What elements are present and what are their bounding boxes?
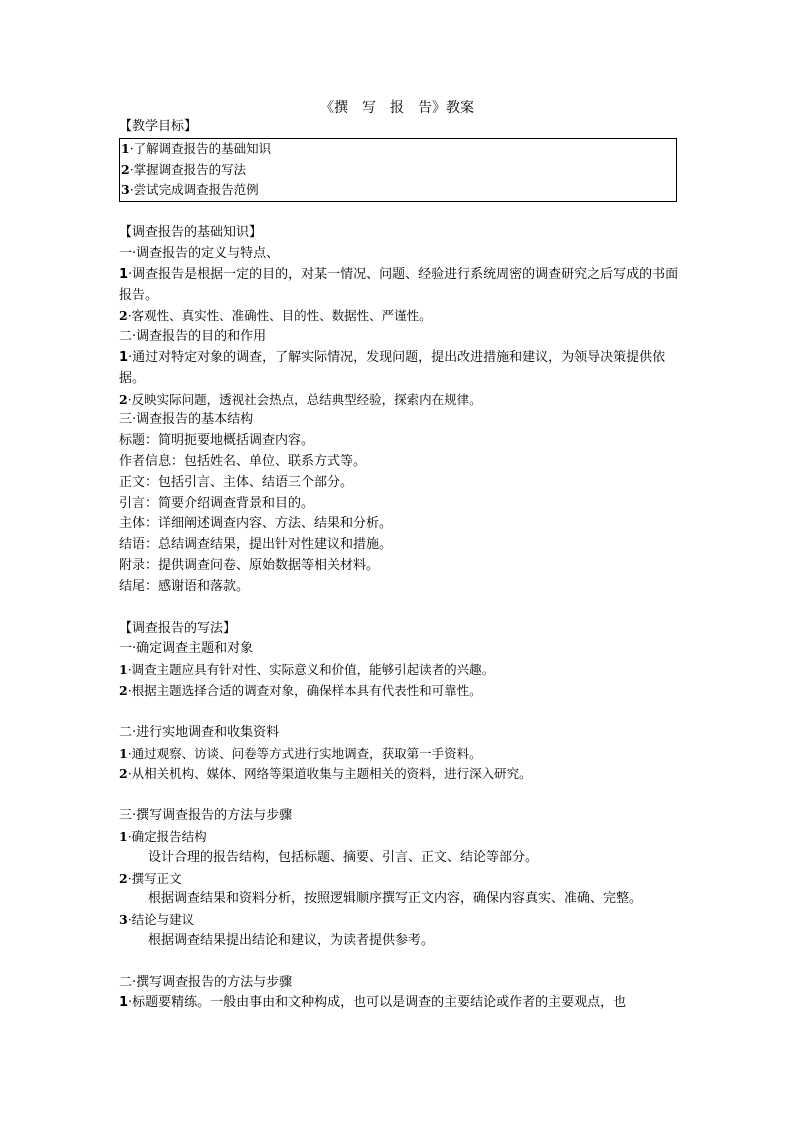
paragraph: 1·通过对特定对象的调查，了解实际情况，发现问题，提出改进措施和建议，为领导决策提供依据。: [119, 349, 666, 386]
teaching-goals-heading: 【教学目标】: [119, 119, 198, 134]
spacer: [119, 598, 679, 619]
structure-item: 结尾：感谢语和落款。: [119, 578, 250, 594]
section-title: 一·确定调查主题和对象: [119, 641, 254, 657]
spacer: [119, 202, 679, 223]
paragraph: 2·根据主题选择合适的调查对象，确保样本具有代表性和可靠性。: [119, 682, 482, 698]
structure-item: 附录：提供调查问卷、原始数据等相关材料。: [119, 557, 380, 573]
paragraph: 1·调查主题应具有针对性、实际意义和价值，能够引起读者的兴趣。: [119, 662, 495, 678]
structure-item: 正文：包括引言、主体、结语三个部分。: [119, 474, 354, 490]
basics-heading: 【调查报告的基础知识】: [119, 225, 263, 241]
goal-item: 1·了解调查报告的基础知识: [121, 140, 272, 156]
step-title: 3·结论与建议: [119, 912, 195, 928]
structure-item: 主体：详细阐述调查内容、方法、结果和分析。: [119, 516, 393, 532]
paragraph: 1·标题要精练。一般由事由和文种构成，也可以是调查的主要结论或作者的主要观点，也: [119, 995, 627, 1011]
step-body: 根据调查结果提出结论和建议，为读者提供参考。: [148, 932, 435, 948]
structure-item: 结语：总结调查结果，提出针对性建议和措施。: [119, 537, 393, 553]
spacer: [119, 952, 679, 973]
writing-heading: 【调查报告的写法】: [119, 620, 237, 636]
teaching-goals-box: [119, 138, 677, 202]
paragraph: 1·调查报告是根据一定的目的，对某一情况、问题、经验进行系统周密的调查研究之后写成的书面报告。: [119, 266, 679, 303]
section-title: 二·撰写调查报告的方法与步骤: [119, 974, 293, 990]
section-title: 二·调查报告的目的和作用: [119, 329, 267, 345]
section-title: 三·调查报告的基本结构: [119, 412, 254, 428]
step-title: 1·确定报告结构: [119, 828, 207, 844]
document-title: 《撰 写 报 告》教案: [320, 100, 474, 116]
goal-item: 2·掌握调查报告的写法: [121, 161, 247, 177]
step-body: 设计合理的报告结构，包括标题、摘要、引言、正文、结论等部分。: [148, 849, 539, 865]
paragraph: 2·客观性、真实性、准确性、目的性、数据性、严谨性。: [119, 308, 432, 324]
document-body: [119, 117, 679, 1014]
paragraph: 1·通过观察、访谈、问卷等方式进行实地调查，获取第一手资料。: [119, 745, 482, 761]
paragraph: 2·从相关机构、媒体、网络等渠道收集与主题相关的资料，进行深入研究。: [119, 766, 532, 782]
goal-item: 3·尝试完成调查报告范例: [121, 182, 259, 198]
step-body: 根据调查结果和资料分析，按照逻辑顺序撰写正文内容，确保内容真实、准确、完整。: [148, 891, 643, 907]
step-title: 2·撰写正文: [119, 870, 182, 886]
section-title: 一·调查报告的定义与特点、: [119, 245, 280, 261]
section-title: 三·撰写调查报告的方法与步骤: [119, 808, 293, 824]
structure-item: 引言：简要介绍调查背景和目的。: [119, 495, 315, 511]
paragraph: 2·反映实际问题，透视社会热点，总结典型经验，探索内在规律。: [119, 391, 482, 407]
spacer: [119, 702, 679, 723]
section-title: 二·进行实地调查和收集资料: [119, 724, 280, 740]
spacer: [119, 785, 679, 806]
structure-item: 标题：简明扼要地概括调查内容。: [119, 433, 315, 449]
structure-item: 作者信息：包括姓名、单位、联系方式等。: [119, 453, 367, 469]
